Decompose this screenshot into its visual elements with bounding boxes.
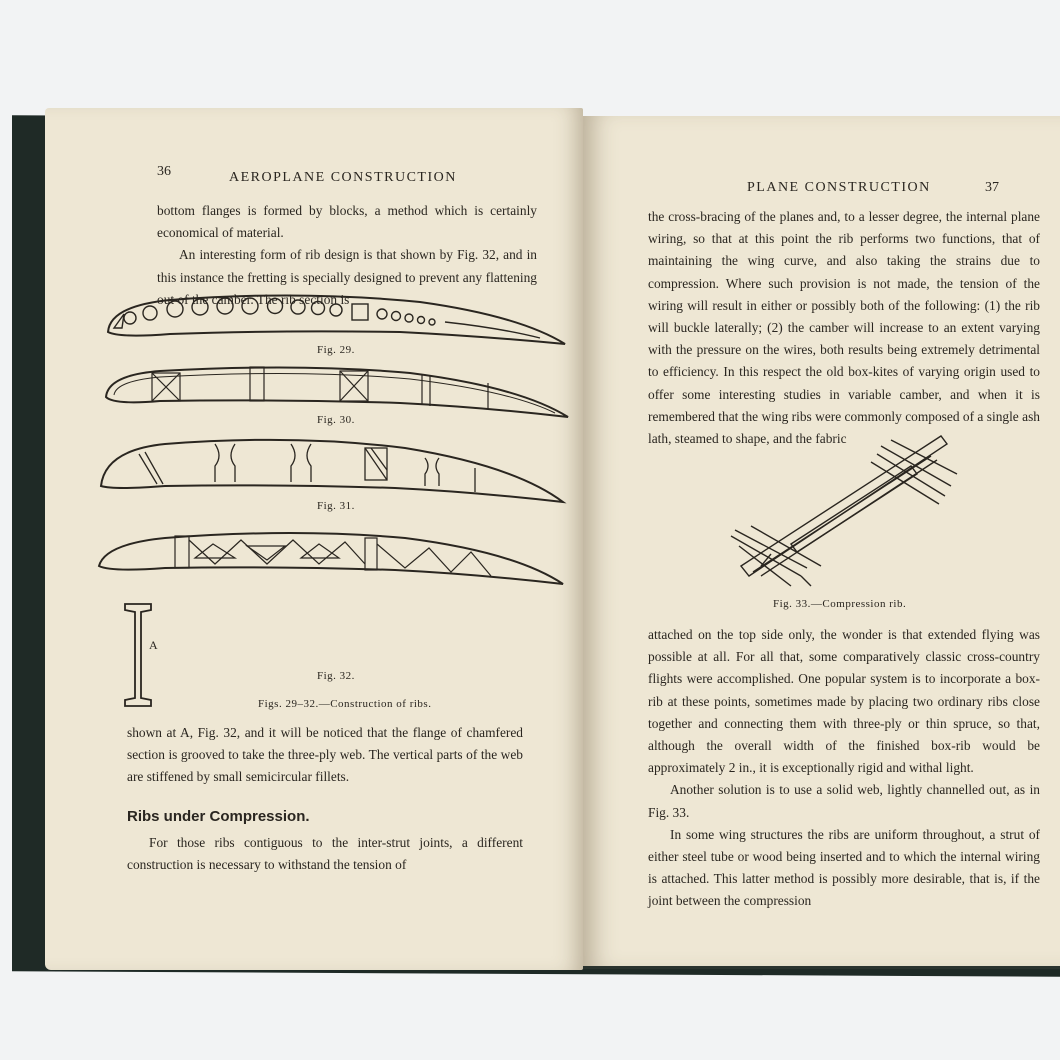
figures-caption: Figs. 29–32.—Construction of ribs. <box>258 698 432 710</box>
paragraph-text: In some wing structures the ribs are uniform throughout, a strut of either steel tube or wood being inserted and to which the internal wiring is attached. This latter method is possibly more desirable, that is, if the joint between the compression <box>648 826 1040 909</box>
paragraph <box>127 722 523 789</box>
paragraph-text: Another solution is to use a solid web, lightly channelled out, as in Fig. 33. <box>648 782 1040 820</box>
section-heading: Ribs under Compression. <box>127 808 310 825</box>
running-head: AEROPLANE CONSTRUCTION <box>229 170 457 185</box>
rib-figure-32 <box>95 528 565 588</box>
figure-caption: Fig. 31. <box>317 500 355 512</box>
paragraph <box>648 206 1040 450</box>
rib-figure-31 <box>95 436 565 506</box>
figure-caption: Fig. 32. <box>317 670 355 682</box>
running-head: PLANE CONSTRUCTION <box>747 180 931 195</box>
figure-caption: Fig. 33.—Compression rib. <box>773 598 907 610</box>
right-page <box>583 116 1060 966</box>
i-section-figure <box>123 602 163 712</box>
figure-caption: Fig. 30. <box>317 414 355 426</box>
paragraph-text: the cross-bracing of the planes and, to a lesser degree, the internal plane wiring, so that at this point the rib performs two functions, that of maintaining the wing curve, and also taking the strains due to compression. Where such provision is not made, the tension of the wiring will result in either or possibly both of the following: (1) the rib will buckle laterally; (2) the camber will increase to an extent varying with the pressure on the wires, both results being extremely detrimental to efficiency. In this respect the old box-kites of varying origin used to offer some interesting studies in variable camber, and when it is remembered that the wing ribs were commonly composed of a single ash lath, steamed to shape, and the fabric <box>648 209 1040 447</box>
page-number: 36 <box>157 164 171 179</box>
paragraph <box>648 624 1040 913</box>
figure-label-a: A <box>149 638 159 652</box>
figure-caption: Fig. 29. <box>317 344 355 356</box>
compression-rib-figure <box>731 426 961 596</box>
paragraph-text: bottom flanges is formed by blocks, a method which is certainly economical of material. <box>157 203 537 241</box>
page-number: 37 <box>985 180 999 195</box>
paragraph-text: An interesting form of rib design is that shown by Fig. 32, and in this instance the fretting is specially designed to prevent any flattening out of the camber. The rib section is <box>157 247 537 307</box>
paragraph-text: For those ribs contiguous to the inter-strut joints, a different construction is necessary to withstand the tension of <box>127 835 523 873</box>
paragraph <box>127 832 523 876</box>
left-page <box>45 108 583 970</box>
paragraph-text: attached on the top side only, the wonder is that extended flying was possible at all. For all that, some comparatively classic cross-country flights were accomplished. One popular system is to incorporate a box-rib at these points, sometimes made by placing two ordinary ribs close together and connecting them with three-ply or thin spruce, so that, although the overall width of the finished box-rib would be approximately 2 in., it is exceptionally rigid and withal light. <box>648 627 1040 776</box>
paragraph-text: shown at A, Fig. 32, and it will be noticed that the flange of chamfered section is grooved to take the three-ply web. The vertical parts of the web are stiffened by small semicircular fillets. <box>127 725 523 785</box>
